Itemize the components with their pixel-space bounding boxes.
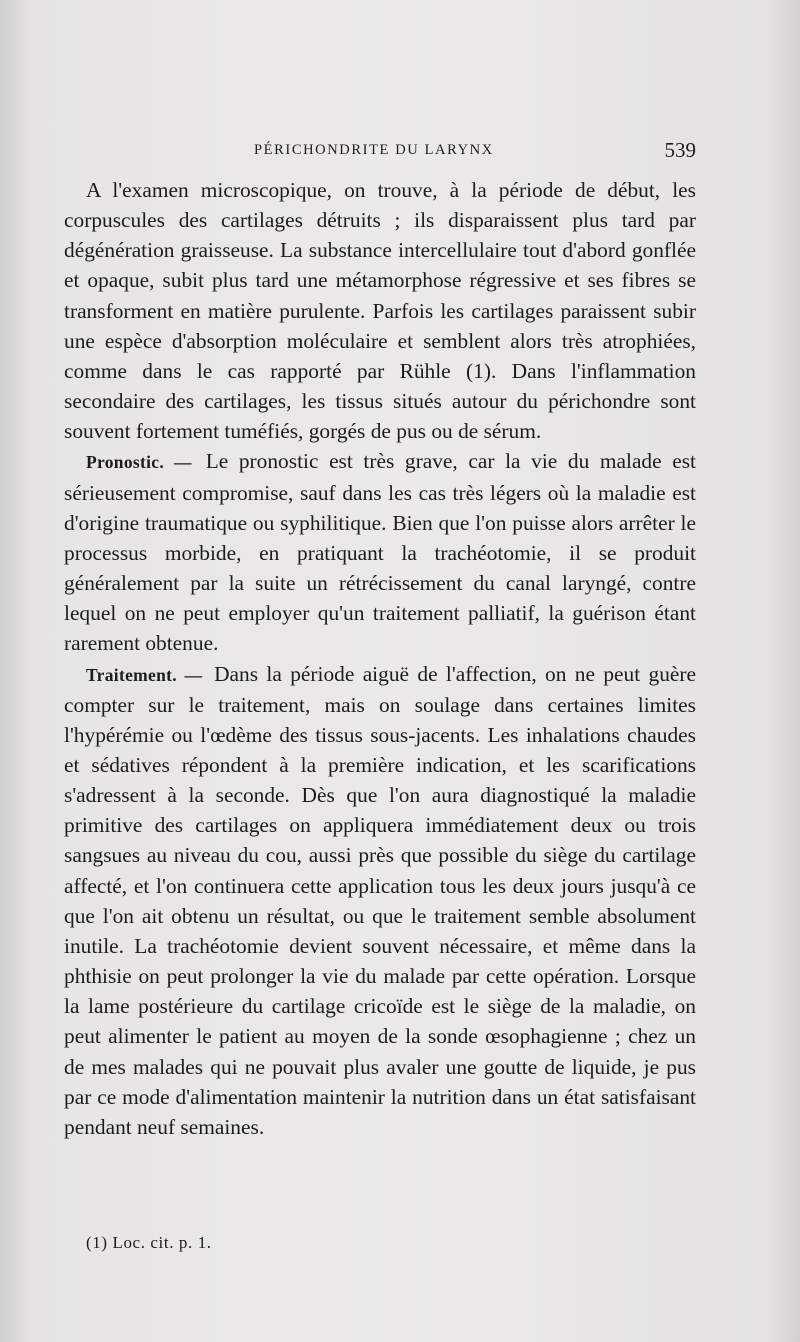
paragraph-pronostic xyxy=(64,446,696,658)
paragraph-traitement xyxy=(64,659,696,1143)
section-heading-traitement: Traitement. — xyxy=(86,664,211,685)
footnote: (1) Loc. cit. p. 1. xyxy=(86,1233,212,1252)
paragraph-text: Dans la période aiguë de l'affection, on ne peut guère compter sur le traitement, mais on soulage dans certaines limites l'hypérémie ou l'œdème des tissus sous-jacents. Les inhalations chaudes et sédatives répondent à la première indication, et les scarifications s'adressent à la seconde. Dès que l'on aura diagnostiqué la maladie primitive des cartilages on appliquera immédiatement deux ou trois sangsues au niveau du cou, aussi près que possible du siège du cartilage affecté, et l'on continuera cette application tous les deux jours jusqu'à ce que l'on ait obtenu un résultat, ou que le traitement semble absolument inutile. La trachéotomie devient souvent nécessaire, et même dans la phthisie on peut prolonger la vie du malade par cette opération. Lorsque la lame postérieure du cartilage cricoïde est le siège de la maladie, on peut alimenter le patient au moyen de la sonde œsophagienne ; chez un de mes malades qui ne pouvait plus avaler une goutte de liquide, je pus par ce mode d'alimentation maintenir la nutrition dans un état satisfaisant pendant neuf semaines. xyxy=(64,661,696,1139)
page-number: 539 xyxy=(664,138,696,162)
paragraph-microscopic-exam xyxy=(64,175,696,446)
body-text xyxy=(64,175,696,1142)
paragraph-text: A l'examen microscopique, on trouve, à la période de début, les corpuscules des cartilages détruits ; ils disparaissent plus tard par dégénération graisseuse. La substance intercellulaire tout d'abord gonflée et opaque, subit plus tard une métamorphose régressive et ses fibres se transforment en matière purulente. Parfois les cartilages paraissent subir une espèce d'absorption moléculaire et semblent alors très atrophiées, comme dans le cas rapporté par Rühle (1). Dans l'inflammation secondaire des cartilages, les tissus situés autour du périchondre sont souvent fortement tuméfiés, gorgés de pus ou de sérum. xyxy=(64,178,696,444)
paragraph-text: Le pronostic est très grave, car la vie du malade est sérieusement compromise, sauf dans les cas très légers où la maladie est d'origine traumatique ou syphilitique. Bien que l'on puisse alors arrêter le processus morbide, en pratiquant la trachéotomie, il se produit généralement par la suite un rétrécissement du canal laryngé, contre lequel on ne peut employer qu'un traitement palliatif, la guérison étant rarement obtenue. xyxy=(64,449,696,656)
section-heading-pronostic: Pronostic. — xyxy=(86,452,202,473)
running-head xyxy=(64,138,696,168)
running-title: PÉRICHONDRITE DU LARYNX xyxy=(254,142,494,158)
